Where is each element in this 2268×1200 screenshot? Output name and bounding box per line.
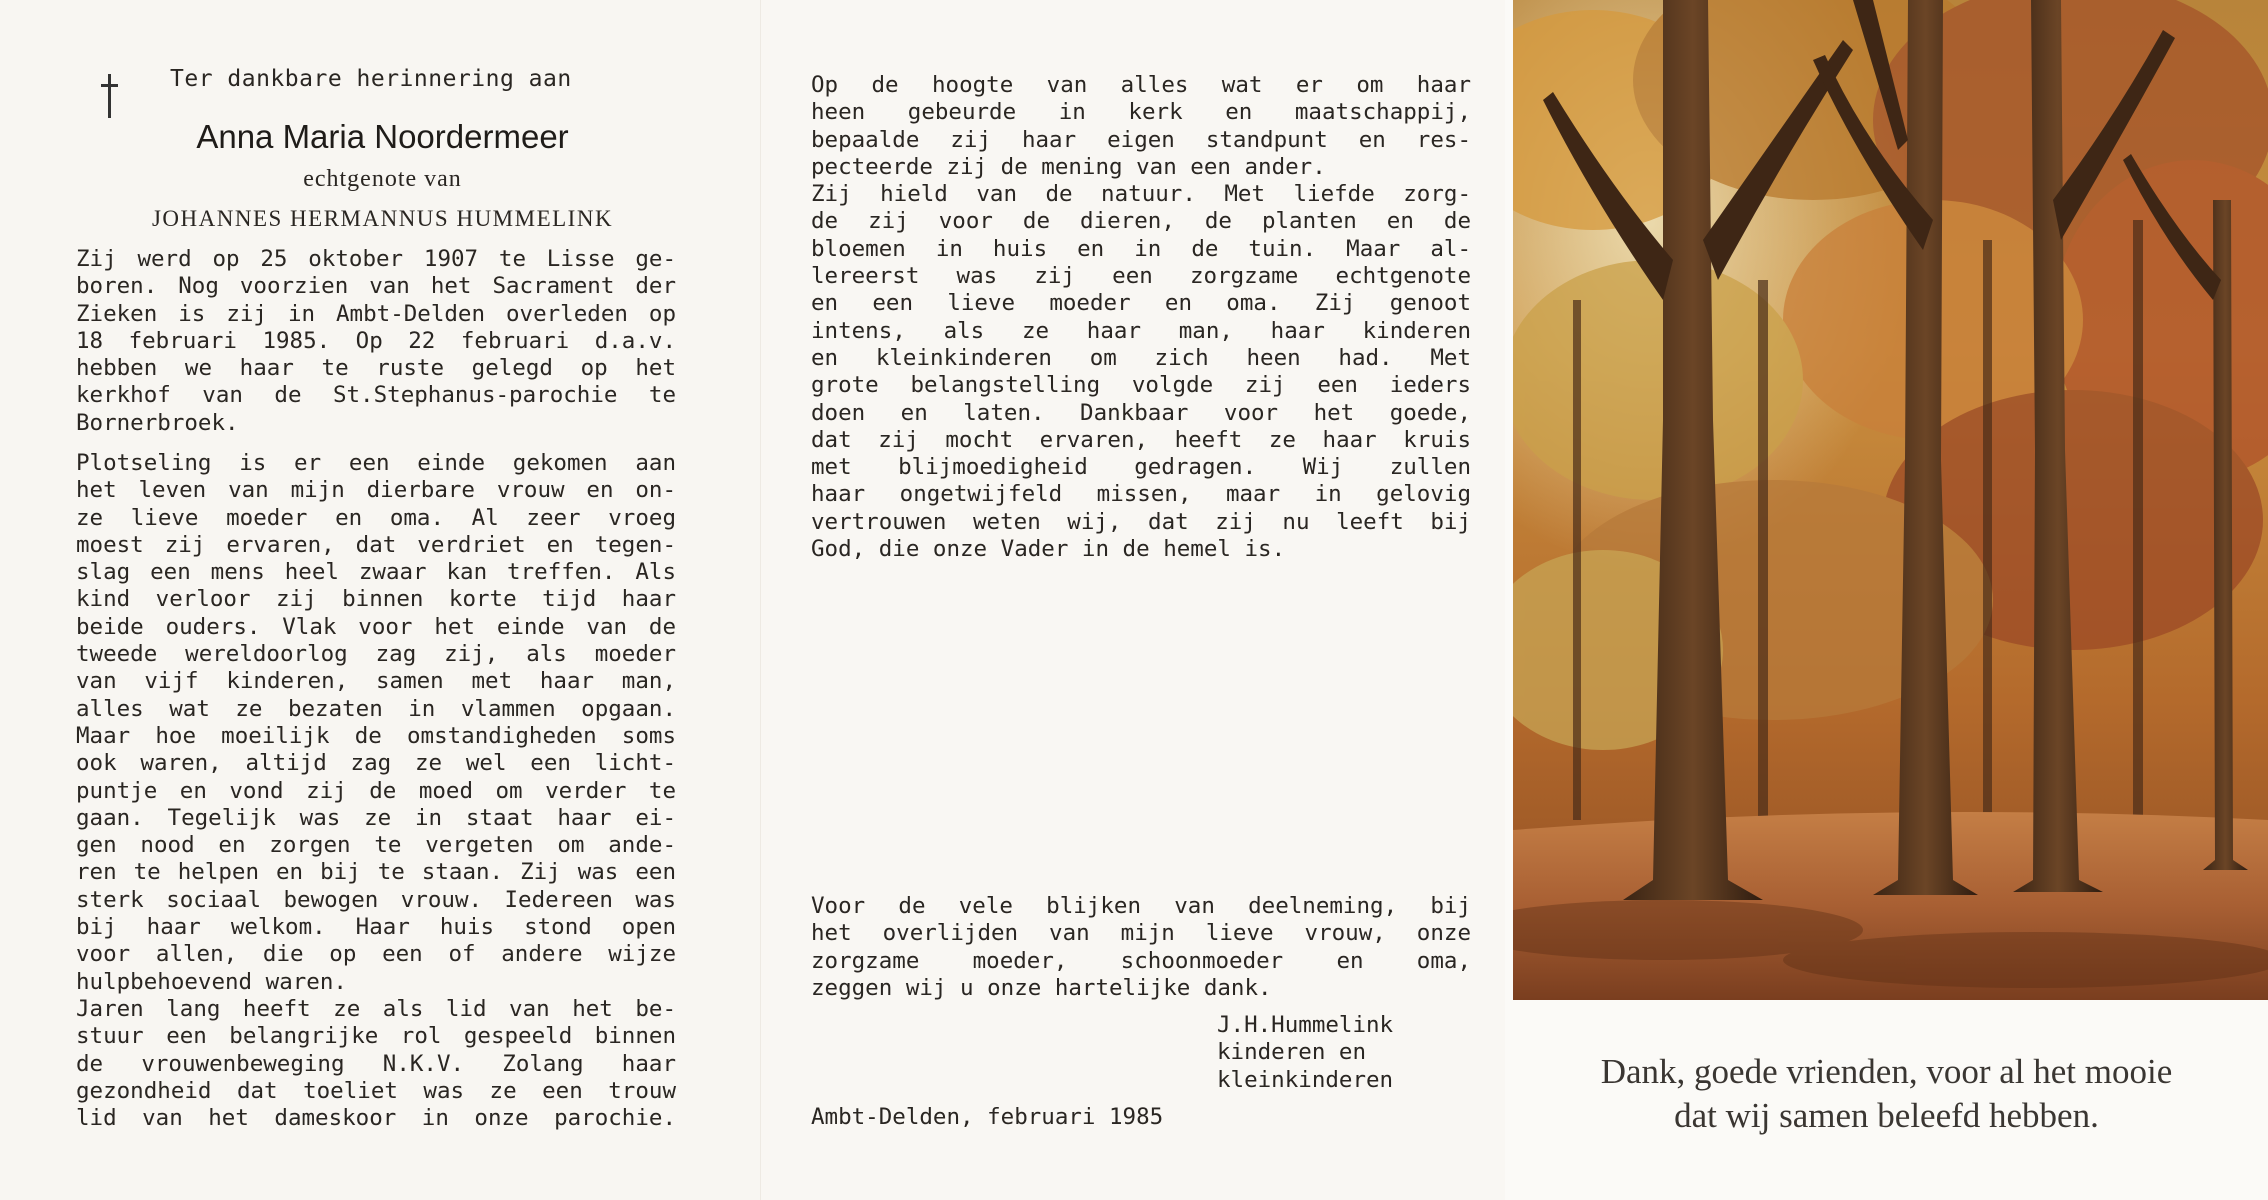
text-line: bloemen in huis en in de tuin. Maar al- [811,235,1471,262]
text-line: de vrouwenbeweging N.K.V. Zolang haar [76,1050,676,1077]
thanks-paragraph [811,893,1471,1002]
deceased-name: Anna Maria Noordermeer [196,118,569,155]
quote-line: dat wij samen beleefd hebben. [1674,1096,2099,1135]
text-line: gen nood en zorgen te vergeten om ande- [76,832,676,859]
text-line: het overlijden van mijn lieve vrouw, onze [811,920,1471,947]
text-line: beide ouders. Vlak voor het einde van de [76,613,676,640]
text-line: ze lieve moeder en oma. Al zeer vroeg [76,504,676,531]
right-page [1505,0,2268,1200]
text-line: Zij werd op 25 oktober 1907 te Lisse ge- [76,246,676,272]
text-line: Zieken is zij in Ambt-Delden overleden op [76,300,676,327]
text-line: Plotseling is er een einde gekomen aan [76,450,676,476]
text-line: bepaalde zij haar eigen standpunt en res- [811,126,1471,153]
text-line: sterk sociaal bewogen vrouw. Iedereen was [76,886,676,913]
text-line: hebben we haar te ruste gelegd op het [76,355,676,382]
text-line: en een lieve moeder en oma. Zij genoot [811,290,1471,317]
text-line: van vijf kinderen, samen met haar man, [76,668,676,695]
text-line: bij haar welkom. Haar huis stond open [76,914,676,941]
text-line: kind verloor zij binnen korte tijd haar [76,586,676,613]
text-line: kerkhof van de St.Stephanus-parochie te [76,382,676,409]
middle-page [760,0,1506,1200]
life-paragraph [76,450,676,1132]
signature-line: J.H.Hummelink [1217,1012,1394,1038]
text-line: vertrouwen weten wij, dat zij nu leeft bij [811,508,1471,535]
text-line: pecteerde zij de mening van een ander. [811,153,1326,180]
text-line: voor allen, die op een of andere wijze [76,941,676,968]
text-line: de zij voor de dieren, de planten en de [811,208,1471,235]
intro-text: Ter dankbare herinnering aan [170,66,572,92]
text-line: doen en laten. Dankbaar voor het goede, [811,399,1471,426]
text-line: gaan. Tegelijk was ze in staat haar ei- [76,804,676,831]
signature-line: kleinkinderen [1217,1066,1394,1093]
text-line: hulpbehoevend waren. [76,968,347,995]
quote-line: Dank, goede vrienden, voor al het mooie [1600,1052,2173,1091]
text-line: lid van het dameskoor in onze parochie. [76,1105,676,1132]
spouse-name: JOHANNES HERMANNUS HUMMELINK [151,206,614,231]
signature-line: kinderen en [1217,1039,1367,1066]
left-page [0,0,760,1200]
text-line: intens, als ze haar man, haar kinderen [811,317,1471,344]
character-paragraph [811,72,1471,563]
text-line: Voor de vele blijken van deelneming, bij [811,893,1471,919]
signature [1217,1012,1393,1094]
text-line: boren. Nog voorzien van het Sacrament der [76,273,676,300]
text-line: haar ongetwijfeld missen, maar in gelovig [811,481,1471,508]
text-line: dat zij mocht ervaren, heeft ze haar kruis [811,426,1471,453]
autumn-forest-photo [1513,0,2268,1000]
text-line: grote belangstelling volgde zij een ieders [811,372,1471,399]
text-line: Op de hoogte van alles wat er om haar [811,72,1471,98]
bio-paragraph [76,246,676,437]
text-line: het leven van mijn dierbare vrouw en on- [76,477,676,504]
text-line: zorgzame moeder, schoonmoeder en oma, [811,947,1471,974]
text-line: zeggen wij u onze hartelijke dank. [811,974,1272,1001]
text-line: gezondheid dat toeliet was ze een trouw [76,1077,676,1104]
text-line: heen gebeurde in kerk en maatschappij, [811,99,1471,126]
text-line: Maar hoe moeilijk de omstandigheden soms [76,722,676,749]
text-line: moest zij ervaren, dat verdriet en tegen- [76,531,676,558]
text-line: alles wat ze bezaten in vlammen opgaan. [76,695,676,722]
thank-you-quote [1505,1050,2268,1138]
cross-icon [98,74,122,118]
text-line: ook waren, altijd zag ze wel een licht- [76,750,676,777]
text-line: Zij hield van de natuur. Met liefde zorg- [811,181,1471,208]
text-line: slag een mens heel zwaar kan treffen. Als [76,559,676,586]
place-date: Ambt-Delden, februari 1985 [811,1104,1164,1130]
text-line: met blijmoedigheid gedragen. Wij zullen [811,454,1471,481]
text-line: ren te helpen en bij te staan. Zij was een [76,859,676,886]
text-line: Jaren lang heeft ze als lid van het be- [76,995,676,1022]
spouse-label: echtgenote van [303,166,462,192]
text-line: God, die onze Vader in de hemel is. [811,536,1286,563]
text-line: 18 februari 1985. Op 22 februari d.a.v. [76,327,676,354]
text-line: stuur een belangrijke rol gespeeld binnen [76,1023,676,1050]
text-line: Bornerbroek. [76,409,239,436]
text-line: puntje en vond zij de moed om verder te [76,777,676,804]
text-line: lereerst was zij een zorgzame echtgenote [811,263,1471,290]
text-line: tweede wereldoorlog zag zij, als moeder [76,641,676,668]
text-line: en kleinkinderen om zich heen had. Met [811,344,1471,371]
